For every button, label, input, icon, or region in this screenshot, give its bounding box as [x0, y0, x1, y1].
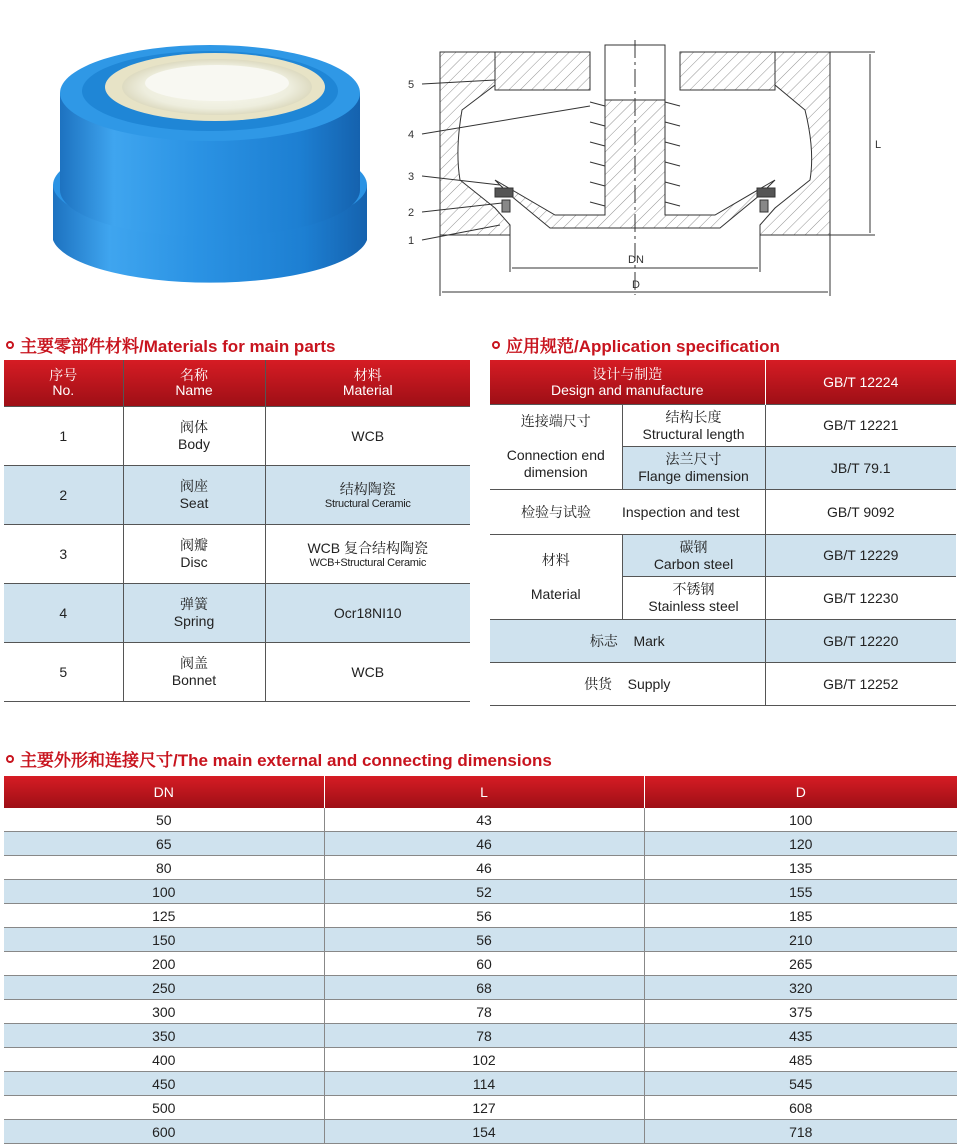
cell-mark: 标志 Mark — [490, 620, 765, 663]
header-design: 设计与制造 Design and manufacture — [490, 360, 765, 405]
callout-2: 2 — [408, 207, 415, 219]
table-header-row — [4, 360, 470, 407]
table-row — [4, 952, 957, 976]
cell-std: GB/T 12220 — [765, 620, 956, 663]
cell-inspection-cn: 检验与试验 — [490, 490, 622, 535]
cell-std: GB/T 9092 — [765, 490, 956, 535]
cell-no: 1 — [4, 407, 123, 466]
table-header-row — [490, 360, 956, 405]
header-std: GB/T 12224 — [765, 360, 956, 405]
table-row — [4, 808, 957, 832]
cell-material: WCB — [265, 643, 470, 702]
cell-dn: 400 — [4, 1048, 324, 1072]
cell-flange: 法兰尺寸 Flange dimension — [622, 447, 765, 490]
callout-1: 1 — [408, 235, 415, 247]
cell-dn: 350 — [4, 1024, 324, 1048]
cell-d: 375 — [644, 1000, 957, 1024]
table-row — [4, 880, 957, 904]
cell-dn: 125 — [4, 904, 324, 928]
cell-l: 78 — [324, 1000, 644, 1024]
cell-no: 5 — [4, 643, 123, 702]
cell-name: 弹簧 Spring — [123, 584, 265, 643]
table-row — [4, 1048, 957, 1072]
cell-l: 52 — [324, 880, 644, 904]
table-row — [490, 405, 956, 447]
materials-section-title: 主要零部件材料/Materials for main parts — [6, 332, 336, 357]
cell-l: 114 — [324, 1072, 644, 1096]
table-row — [490, 663, 956, 706]
cell-l: 46 — [324, 856, 644, 880]
cell-std: JB/T 79.1 — [765, 447, 956, 490]
cell-material: 结构陶瓷 Structural Ceramic — [265, 466, 470, 525]
materials-table — [4, 360, 470, 702]
cell-supply: 供货 Supply — [490, 663, 765, 706]
table-row — [4, 407, 470, 466]
table-row — [4, 976, 957, 1000]
application-section-title: 应用规范/Application specification — [492, 332, 780, 357]
cell-name: 阀盖 Bonnet — [123, 643, 265, 702]
cell-l: 56 — [324, 928, 644, 952]
dim-DN-label: DN — [628, 254, 644, 266]
dim-D-label: D — [632, 279, 640, 291]
table-row — [4, 832, 957, 856]
application-table — [490, 360, 956, 706]
table-row — [490, 535, 956, 577]
table-row — [4, 904, 957, 928]
cell-structural: 结构长度 Structural length — [622, 405, 765, 447]
valve-section-drawing — [400, 40, 890, 300]
cell-material: 材料 Material — [490, 535, 622, 620]
table-row — [4, 856, 957, 880]
callout-3: 3 — [408, 171, 415, 183]
table-row — [4, 584, 470, 643]
cell-material: WCB 复合结构陶瓷 WCB+Structural Ceramic — [265, 525, 470, 584]
cell-d: 608 — [644, 1096, 957, 1120]
bullet-circle-icon — [492, 341, 500, 349]
header-d: D — [644, 776, 957, 808]
table-row — [4, 643, 470, 702]
cell-dn: 150 — [4, 928, 324, 952]
table-row — [4, 1024, 957, 1048]
cell-d: 120 — [644, 832, 957, 856]
cell-d: 265 — [644, 952, 957, 976]
cell-l: 56 — [324, 904, 644, 928]
cell-d: 545 — [644, 1072, 957, 1096]
cell-stainless: 不锈钢 Stainless steel — [622, 577, 765, 620]
cell-dn: 65 — [4, 832, 324, 856]
cell-dn: 250 — [4, 976, 324, 1000]
table-row — [4, 1096, 957, 1120]
cell-d: 210 — [644, 928, 957, 952]
table-row — [4, 466, 470, 525]
bullet-circle-icon — [6, 755, 14, 763]
cell-l: 154 — [324, 1120, 644, 1144]
table-row — [4, 525, 470, 584]
cell-name: 阀瓣 Disc — [123, 525, 265, 584]
table-row — [490, 620, 956, 663]
cell-std: GB/T 12252 — [765, 663, 956, 706]
header-name: 名称 Name — [123, 360, 265, 407]
header-l: L — [324, 776, 644, 808]
dimensions-table — [4, 776, 957, 1144]
cell-no: 4 — [4, 584, 123, 643]
table-row — [4, 928, 957, 952]
header-no: 序号 No. — [4, 360, 123, 407]
valve-product-photo — [45, 25, 375, 300]
cell-d: 718 — [644, 1120, 957, 1144]
table-row — [490, 490, 956, 535]
table-header-row — [4, 776, 957, 808]
cell-std: GB/T 12230 — [765, 577, 956, 620]
cell-dn: 300 — [4, 1000, 324, 1024]
cell-l: 43 — [324, 808, 644, 832]
dim-L-label: L — [875, 139, 882, 151]
header-material: 材料 Material — [265, 360, 470, 407]
cell-d: 435 — [644, 1024, 957, 1048]
cell-l: 68 — [324, 976, 644, 1000]
cell-dn: 600 — [4, 1120, 324, 1144]
cell-connection: 连接端尺寸 Connection end dimension — [490, 405, 622, 490]
cell-l: 102 — [324, 1048, 644, 1072]
cell-l: 46 — [324, 832, 644, 856]
bullet-circle-icon — [6, 341, 14, 349]
cell-carbon: 碳钢 Carbon steel — [622, 535, 765, 577]
table-row — [4, 1000, 957, 1024]
cell-d: 185 — [644, 904, 957, 928]
cell-dn: 450 — [4, 1072, 324, 1096]
table-row — [4, 1072, 957, 1096]
cell-material: Ocr18NI10 — [265, 584, 470, 643]
cell-d: 485 — [644, 1048, 957, 1072]
cell-l: 60 — [324, 952, 644, 976]
cell-d: 100 — [644, 808, 957, 832]
header-dn: DN — [4, 776, 324, 808]
cell-d: 135 — [644, 856, 957, 880]
cell-std: GB/T 12221 — [765, 405, 956, 447]
callout-5: 5 — [408, 79, 415, 91]
cell-inspection-en: Inspection and test — [622, 490, 765, 535]
cell-d: 155 — [644, 880, 957, 904]
cell-no: 3 — [4, 525, 123, 584]
cell-dn: 80 — [4, 856, 324, 880]
cell-name: 阀体 Body — [123, 407, 265, 466]
cell-l: 78 — [324, 1024, 644, 1048]
dimensions-section-title: 主要外形和连接尺寸/The main external and connecting dimensions — [6, 746, 552, 771]
cell-dn: 50 — [4, 808, 324, 832]
cell-std: GB/T 12229 — [765, 535, 956, 577]
table-row — [4, 1120, 957, 1144]
cell-name: 阀座 Seat — [123, 466, 265, 525]
cell-dn: 500 — [4, 1096, 324, 1120]
callout-4: 4 — [408, 129, 415, 141]
cell-d: 320 — [644, 976, 957, 1000]
cell-l: 127 — [324, 1096, 644, 1120]
cell-dn: 200 — [4, 952, 324, 976]
cell-dn: 100 — [4, 880, 324, 904]
cell-material: WCB — [265, 407, 470, 466]
cell-no: 2 — [4, 466, 123, 525]
